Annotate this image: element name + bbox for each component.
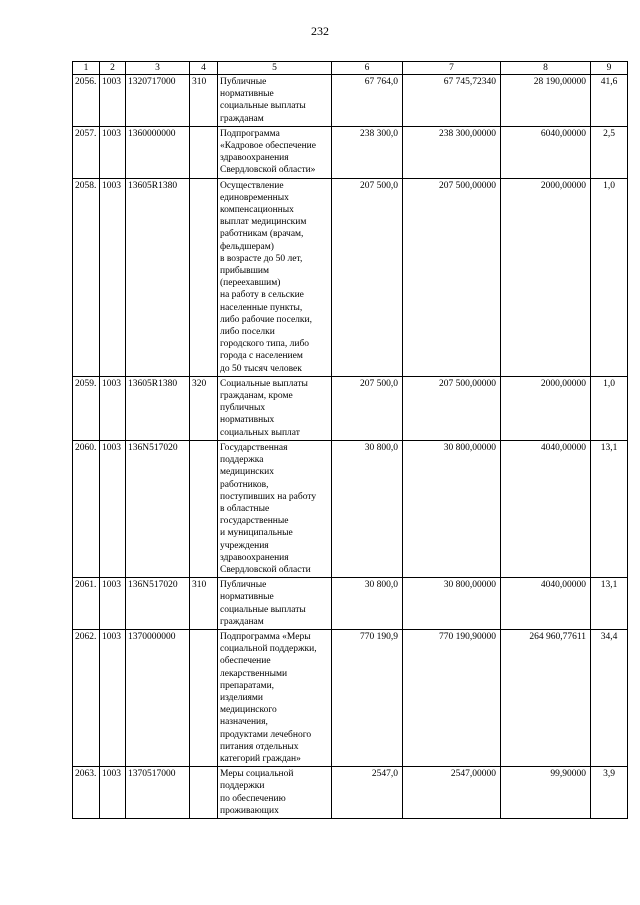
executed-amount: 4040,00000 bbox=[501, 440, 591, 577]
page-number: 232 bbox=[311, 24, 329, 38]
execution-percent: 13,1 bbox=[591, 578, 628, 630]
table-row bbox=[73, 75, 628, 127]
row-number: 2059. bbox=[73, 376, 100, 440]
executed-amount: 6040,00000 bbox=[501, 126, 591, 178]
expense-type bbox=[190, 178, 218, 376]
table-row bbox=[73, 126, 628, 178]
item-name: Меры социальной поддержки по обеспечению проживающих bbox=[218, 767, 332, 819]
executed-amount: 28 190,00000 bbox=[501, 75, 591, 127]
section-code: 1003 bbox=[100, 75, 126, 127]
section-code: 1003 bbox=[100, 376, 126, 440]
budget-table bbox=[72, 61, 628, 819]
target-code: 1370517000 bbox=[126, 767, 190, 819]
expense-type bbox=[190, 767, 218, 819]
execution-percent: 1,0 bbox=[591, 178, 628, 376]
approved-amount: 770 190,90000 bbox=[403, 629, 501, 766]
approved-amount: 30 800,00000 bbox=[403, 578, 501, 630]
executed-amount: 2000,00000 bbox=[501, 376, 591, 440]
column-header: 2 bbox=[100, 62, 126, 75]
target-code: 136N517020 bbox=[126, 440, 190, 577]
item-name: Подпрограмма «Меры социальной поддержки, обеспечение лекарственными препаратами, изделиями медицинского назначения, продуктами лечебного питания отдельных категорий граждан» bbox=[218, 629, 332, 766]
column-header: 3 bbox=[126, 62, 190, 75]
row-number: 2060. bbox=[73, 440, 100, 577]
item-name: Социальные выплаты гражданам, кроме публичных нормативных социальных выплат bbox=[218, 376, 332, 440]
plan-amount: 770 190,9 bbox=[332, 629, 403, 766]
column-header: 8 bbox=[501, 62, 591, 75]
target-code: 1370000000 bbox=[126, 629, 190, 766]
item-name: Публичные нормативные социальные выплаты гражданам bbox=[218, 75, 332, 127]
row-number: 2057. bbox=[73, 126, 100, 178]
expense-type: 310 bbox=[190, 75, 218, 127]
target-code: 1360000000 bbox=[126, 126, 190, 178]
approved-amount: 238 300,00000 bbox=[403, 126, 501, 178]
item-name: Публичные нормативные социальные выплаты гражданам bbox=[218, 578, 332, 630]
execution-percent: 3,9 bbox=[591, 767, 628, 819]
row-number: 2063. bbox=[73, 767, 100, 819]
table-row bbox=[73, 767, 628, 819]
column-header: 4 bbox=[190, 62, 218, 75]
plan-amount: 30 800,0 bbox=[332, 578, 403, 630]
column-header: 7 bbox=[403, 62, 501, 75]
expense-type: 310 bbox=[190, 578, 218, 630]
expense-type bbox=[190, 126, 218, 178]
execution-percent: 1,0 bbox=[591, 376, 628, 440]
target-code: 136N517020 bbox=[126, 578, 190, 630]
expense-type: 320 bbox=[190, 376, 218, 440]
table-row bbox=[73, 578, 628, 630]
column-header: 6 bbox=[332, 62, 403, 75]
target-code: 13605R1380 bbox=[126, 178, 190, 376]
executed-amount: 4040,00000 bbox=[501, 578, 591, 630]
execution-percent: 13,1 bbox=[591, 440, 628, 577]
column-header: 9 bbox=[591, 62, 628, 75]
section-code: 1003 bbox=[100, 767, 126, 819]
execution-percent: 41,6 bbox=[591, 75, 628, 127]
section-code: 1003 bbox=[100, 126, 126, 178]
item-name: Государственная поддержка медицинских работников, поступивших на работу в областные государственные и муниципальные учреждения здравоохранения Свердловской области bbox=[218, 440, 332, 577]
execution-percent: 2,5 bbox=[591, 126, 628, 178]
target-code: 13605R1380 bbox=[126, 376, 190, 440]
approved-amount: 67 745,72340 bbox=[403, 75, 501, 127]
executed-amount: 99,90000 bbox=[501, 767, 591, 819]
approved-amount: 207 500,00000 bbox=[403, 376, 501, 440]
approved-amount: 30 800,00000 bbox=[403, 440, 501, 577]
plan-amount: 207 500,0 bbox=[332, 376, 403, 440]
header-row bbox=[73, 62, 628, 75]
table-row bbox=[73, 629, 628, 766]
table-body bbox=[73, 75, 628, 819]
executed-amount: 2000,00000 bbox=[501, 178, 591, 376]
table-row bbox=[73, 376, 628, 440]
section-code: 1003 bbox=[100, 178, 126, 376]
column-header: 5 bbox=[218, 62, 332, 75]
item-name: Осуществление единовременных компенсационных выплат медицинским работникам (врачам, фельдшерам) в возрасте до 50 лет, прибывшим (переехавшим) на работу в сельские населенные пункты, либо рабочие поселки, либо поселки городского типа, либо города с населением до 50 тысяч человек bbox=[218, 178, 332, 376]
expense-type bbox=[190, 629, 218, 766]
column-header: 1 bbox=[73, 62, 100, 75]
approved-amount: 2547,00000 bbox=[403, 767, 501, 819]
expense-type bbox=[190, 440, 218, 577]
execution-percent: 34,4 bbox=[591, 629, 628, 766]
plan-amount: 2547,0 bbox=[332, 767, 403, 819]
row-number: 2058. bbox=[73, 178, 100, 376]
row-number: 2062. bbox=[73, 629, 100, 766]
executed-amount: 264 960,77611 bbox=[501, 629, 591, 766]
plan-amount: 67 764,0 bbox=[332, 75, 403, 127]
section-code: 1003 bbox=[100, 629, 126, 766]
target-code: 1320717000 bbox=[126, 75, 190, 127]
row-number: 2056. bbox=[73, 75, 100, 127]
row-number: 2061. bbox=[73, 578, 100, 630]
plan-amount: 238 300,0 bbox=[332, 126, 403, 178]
section-code: 1003 bbox=[100, 440, 126, 577]
section-code: 1003 bbox=[100, 578, 126, 630]
plan-amount: 207 500,0 bbox=[332, 178, 403, 376]
approved-amount: 207 500,00000 bbox=[403, 178, 501, 376]
item-name: Подпрограмма «Кадровое обеспечение здравоохранения Свердловской области» bbox=[218, 126, 332, 178]
table-row bbox=[73, 178, 628, 376]
plan-amount: 30 800,0 bbox=[332, 440, 403, 577]
table-row bbox=[73, 440, 628, 577]
